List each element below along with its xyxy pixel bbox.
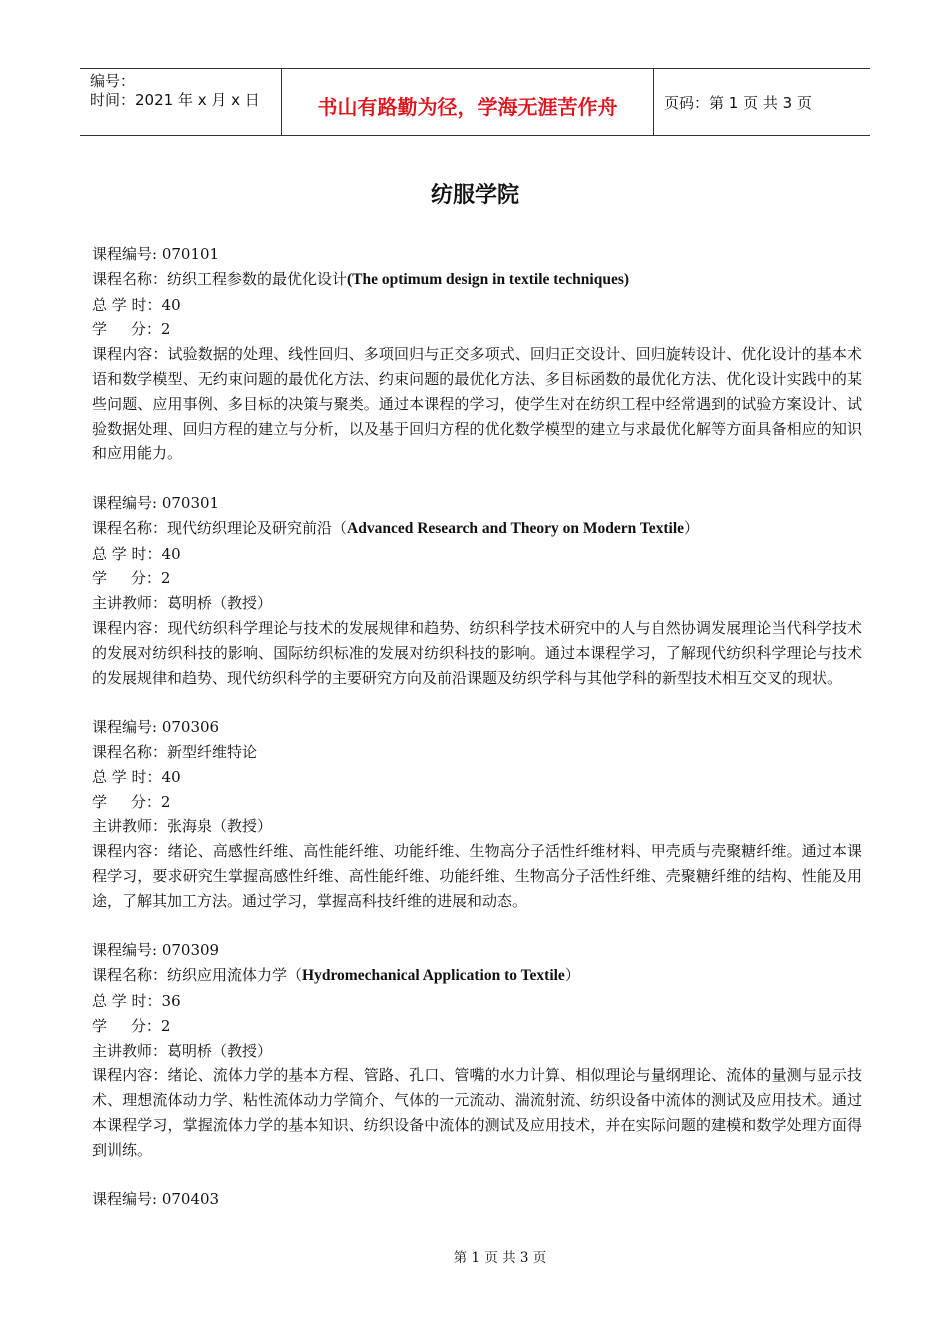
course-teacher: 主讲教师：张海泉（教授） xyxy=(92,817,273,836)
course-entry xyxy=(92,938,862,1162)
course-entry xyxy=(92,715,862,913)
course-name xyxy=(92,963,862,989)
course-code: 课程编号: 070306 xyxy=(92,718,220,737)
page-title: 纺服学院 xyxy=(430,183,519,208)
course-entry xyxy=(92,491,862,690)
course-code: 课程编号: 070309 xyxy=(92,941,220,960)
course-content: 课程内容：试验数据的处理、线性回归、多项回归与正交多项式、回归正交设计、回归旋转设计、优化设计的基本术语和数学模型、无约束问题的最优化方法、约束问题的最优化方法、多目标函数的最优化方法、优化设计实践中的某些问题、应用事例、多目标的决策与聚类。通过本课程的学习，使学生对在纺织工程中经常遇到的试验方案设计、试验数据处理、回归方程的建立与分析，以及基于回归方程的优化数学模型的建立与求最优化解等方面具备相应的知识和应用能力。 xyxy=(92,345,862,463)
course-name-en: Advanced Research and Theory on Modern Textile xyxy=(347,519,685,537)
page-footer: 第 1 页 共 3 页 xyxy=(453,1250,547,1266)
course-hours: 总 学 时：40 xyxy=(92,767,181,786)
course-hours: 总 学 时：36 xyxy=(92,991,181,1010)
course-name-cn: 课程名称：现代纺织理论及研究前沿（ xyxy=(92,518,348,537)
course-name-cn: 课程名称：新型纤维特论 xyxy=(92,742,258,761)
course-entry xyxy=(92,242,862,466)
header-motto: 书山有路勤为径，学海无涯苦作舟 xyxy=(281,69,654,135)
course-code: 课程编号: 070101 xyxy=(92,245,220,263)
header-page-info: 页码：第 1 页 共 3 页 xyxy=(664,93,812,112)
course-name-suffix: ） xyxy=(684,518,700,537)
document-number: 编号： xyxy=(90,72,136,90)
course-credits: 学 分：2 xyxy=(92,320,171,339)
course-code: 课程编号: 070301 xyxy=(92,493,220,512)
course-code: 课程编号: 070403 xyxy=(92,1190,220,1209)
course-name-en: Hydromechanical Application to Textile xyxy=(302,967,565,985)
course-name-suffix: ） xyxy=(564,966,580,985)
course-content: 课程内容：现代纺织科学理论与技术的发展规律和趋势、纺织科学技术研究中的人与自然协调发展理论当代科学技术的发展对纺织科技的影响、国际纺织标准的发展对纺织科技的影响。通过本课程学习，了解现代纺织科学理论与技术的发展规律和趋势、现代纺织科学的主要研究方向及前沿课题及纺织学科与其他学科的新型技术相互交叉的现状。 xyxy=(92,618,862,687)
course-credits: 学 分：2 xyxy=(92,569,171,588)
course-list xyxy=(92,242,862,1212)
course-credits: 学 分：2 xyxy=(92,792,171,811)
document-date: 时间：2021 年 x 月 x 日 xyxy=(90,91,260,109)
course-name-cn: 课程名称：纺织应用流体力学（ xyxy=(92,966,303,985)
course-hours: 总 学 时：40 xyxy=(92,295,181,314)
course-name-en: (The optimum design in textile techniques) xyxy=(347,270,630,288)
course-hours: 总 学 时：40 xyxy=(92,544,181,563)
course-credits: 学 分：2 xyxy=(92,1016,171,1035)
document-header xyxy=(80,68,870,136)
course-teacher: 主讲教师：葛明桥（教授） xyxy=(92,1041,273,1060)
course-name xyxy=(92,740,862,765)
course-teacher: 主讲教师：葛明桥（教授） xyxy=(92,594,273,613)
course-content: 课程内容：绪论、流体力学的基本方程、管路、孔口、管嘴的水力计算、相似理论与量纲理论、流体的量测与显示技术、理想流体动力学、粘性流体动力学简介、气体的一元流动、湍流射流、纺织设备中流体的测试及应用技术。通过本课程学习，掌握流体力学的基本知识、纺织设备中流体的测试及应用技术，并在实际问题的建模和数学处理方面得到训练。 xyxy=(92,1066,862,1159)
course-name-cn: 课程名称：纺织工程参数的最优化设计 xyxy=(92,269,348,288)
course-content: 课程内容：绪论、高感性纤维、高性能纤维、功能纤维、生物高分子活性纤维材料、甲壳质与壳聚糖纤维。通过本课程学习，要求研究生掌握高感性纤维、高性能纤维、功能纤维、生物高分子活性纤维、壳聚糖纤维的结构、性能及用途，了解其加工方法。通过学习，掌握高科技纤维的进展和动态。 xyxy=(92,842,862,910)
header-meta xyxy=(80,69,281,135)
course-name xyxy=(92,516,862,542)
course-name xyxy=(92,267,862,293)
